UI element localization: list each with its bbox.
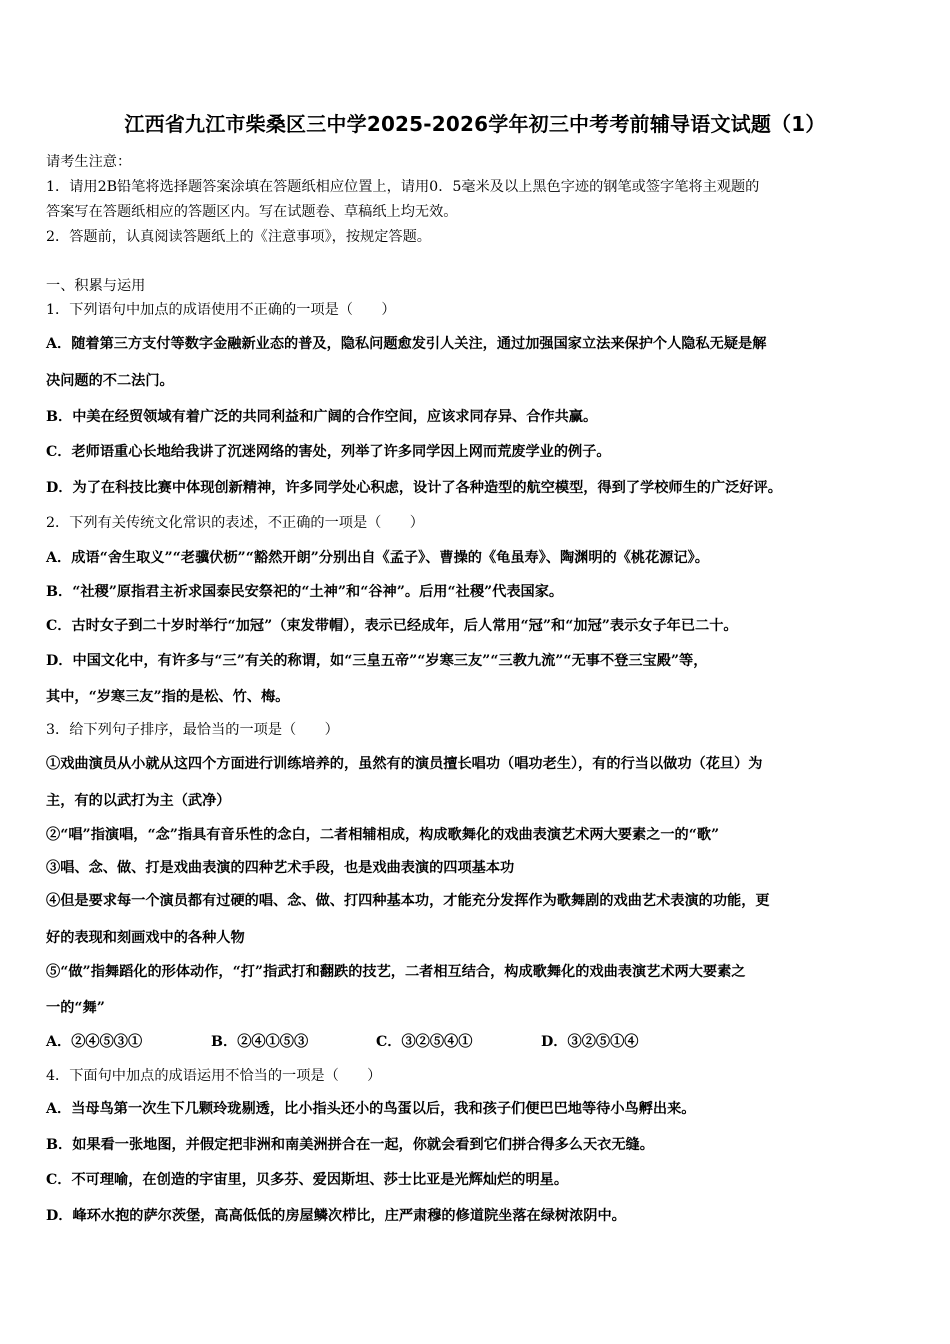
- option-text: 为了在科技比赛中体现创新精神，许多同学处心积虑，设计了各种造型的航空模型，得到了学校师生的广泛好评。: [72, 480, 782, 496]
- option-label: A．: [46, 1101, 72, 1117]
- question-3-option-b: [211, 1032, 376, 1052]
- question-4-option-b: [46, 1135, 654, 1155]
- question-2-option-b: [46, 582, 563, 602]
- question-3-sentence-5-cont: 一的“舞”: [46, 1000, 105, 1016]
- option-text: ②④①⑤③: [237, 1034, 309, 1050]
- option-text: ③②⑤①④: [567, 1034, 639, 1050]
- option-label: A．: [46, 550, 72, 566]
- question-3-option-c: [376, 1032, 541, 1052]
- option-label: B．: [46, 409, 73, 425]
- option-text: ③②⑤④①: [401, 1034, 473, 1050]
- question-3-sentence-4-cont: 好的表现和刻画戏中的各种人物: [46, 930, 245, 946]
- question-2-stem: 2．下列有关传统文化常识的表述，不正确的一项是（ ）: [46, 515, 424, 531]
- option-text: 成语“舍生取义”“老骥伏枥”“豁然开朗”分别出自《孟子》、曹操的《龟虽寿》、陶渊明的《桃花源记》。: [71, 550, 709, 566]
- option-text: 老师语重心长地给我讲了沉迷网络的害处，列举了许多同学因上网而荒废学业的例子。: [71, 444, 611, 460]
- notice-item-1-line-1: 1．请用2B铅笔将选择题答案涂填在答题纸相应位置上，请用0．5毫米及以上黑色字迹的钢笔或签字笔将主观题的: [46, 179, 760, 195]
- question-4-option-a: [46, 1099, 695, 1119]
- question-3-sentence-4: ④但是要求每一个演员都有过硬的唱、念、做、打四种基本功，才能充分发挥作为歌舞剧的戏曲艺术表演的功能，更: [46, 893, 770, 909]
- option-label: B．: [46, 584, 73, 600]
- notice-heading: 请考生注意：: [46, 154, 132, 170]
- question-2-option-d: [46, 651, 707, 671]
- option-label: C．: [46, 1172, 72, 1188]
- section-heading: 一、积累与运用: [46, 278, 146, 294]
- option-label: D．: [46, 1208, 73, 1224]
- option-label: C．: [46, 444, 72, 460]
- option-text: 中国文化中，有许多与“三”有关的称谓，如“三皇五帝”“岁寒三友”“三教九流”“无事不登三宝殿”等，: [72, 653, 708, 669]
- option-label: B．: [211, 1034, 238, 1050]
- question-2-option-d-cont: 其中，“岁寒三友”指的是松、竹、梅。: [46, 689, 290, 705]
- question-3-option-a: [46, 1032, 211, 1052]
- option-label: D．: [46, 480, 73, 496]
- option-text: 如果看一张地图，并假定把非洲和南美洲拼合在一起，你就会看到它们拼合得多么天衣无缝。: [72, 1137, 654, 1153]
- option-text: 古时女子到二十岁时举行“加冠”（束发带帽），表示已经成年，后人常用“冠”和“加冠”表示女子年已二十。: [71, 618, 738, 634]
- option-label: C．: [376, 1034, 402, 1050]
- option-label: A．: [46, 1034, 72, 1050]
- question-1-option-a: [46, 334, 766, 354]
- question-3-sentence-5: ⑤“做”指舞蹈化的形体动作，“打”指武打和翻跌的技艺，二者相互结合，构成歌舞化的戏曲表演艺术两大要素之: [46, 964, 746, 980]
- option-label: B．: [46, 1137, 73, 1153]
- question-1-option-c: [46, 442, 611, 462]
- notice-item-2: 2．答题前，认真阅读答题纸上的《注意事项》，按规定答题。: [46, 229, 431, 245]
- question-3-sentence-1-cont: 主，有的以武打为主（武净）: [46, 793, 231, 809]
- question-4-stem: 4．下面句中加点的成语运用不恰当的一项是（ ）: [46, 1068, 382, 1084]
- question-3-sentence-2: ②“唱”指演唱，“念”指具有音乐性的念白，二者相辅相成，构成歌舞化的戏曲表演艺术两大要素之一的“歌”: [46, 827, 720, 843]
- question-1-option-d: [46, 478, 782, 498]
- option-text: 不可理喻，在创造的宇宙里，贝多芬、爱因斯坦、莎士比亚是光辉灿烂的明星。: [71, 1172, 569, 1188]
- question-3-option-d: [541, 1032, 638, 1052]
- option-label: D．: [541, 1034, 568, 1050]
- option-text: 随着第三方支付等数字金融新业态的普及，隐私问题愈发引人关注，通过加强国家立法来保护个人隐私无疑是解: [71, 336, 767, 352]
- option-text: ②④⑤③①: [71, 1034, 143, 1050]
- question-4-option-d: [46, 1206, 626, 1226]
- question-4-option-c: [46, 1170, 568, 1190]
- question-3-sentence-3: ③唱、念、做、打是戏曲表演的四种艺术手段，也是戏曲表演的四项基本功: [46, 860, 515, 876]
- question-3-sentence-1: ①戏曲演员从小就从这四个方面进行训练培养的，虽然有的演员擅长唱功（唱功老生），有的行当以做功（花旦）为: [46, 756, 763, 772]
- option-text: 峰环水抱的萨尔茨堡，高高低低的房屋鳞次栉比，庄严肃穆的修道院坐落在绿树浓阴中。: [72, 1208, 626, 1224]
- question-3-options: [46, 1032, 638, 1052]
- option-label: D．: [46, 653, 73, 669]
- option-label: A．: [46, 336, 72, 352]
- question-1-option-b: [46, 407, 597, 427]
- option-text: 中美在经贸领域有着广泛的共同利益和广阔的合作空间，应该求同存异、合作共赢。: [72, 409, 598, 425]
- question-2-option-a: [46, 548, 709, 568]
- question-1-option-a-cont: 决问题的不二法门。: [46, 373, 174, 389]
- notice-item-1-line-2: 答案写在答题纸相应的答题区内。写在试题卷、草稿纸上均无效。: [46, 204, 458, 220]
- question-2-option-c: [46, 616, 738, 636]
- page-title: 江西省九江市柴桑区三中学2025-2026学年初三中考考前辅导语文试题（1）: [124, 112, 826, 136]
- question-3-stem: 3．给下列句子排序，最恰当的一项是（ ）: [46, 722, 339, 738]
- option-label: C．: [46, 618, 72, 634]
- option-text: “社稷”原指君主祈求国泰民安祭祀的“土神”和“谷神”。后用“社稷”代表国家。: [72, 584, 564, 600]
- option-text: 当母鸟第一次生下几颗玲珑剔透，比小指头还小的鸟蛋以后，我和孩子们便巴巴地等待小鸟孵出来。: [71, 1101, 696, 1117]
- question-1-stem: 1．下列语句中加点的成语使用不正确的一项是（ ）: [46, 302, 396, 318]
